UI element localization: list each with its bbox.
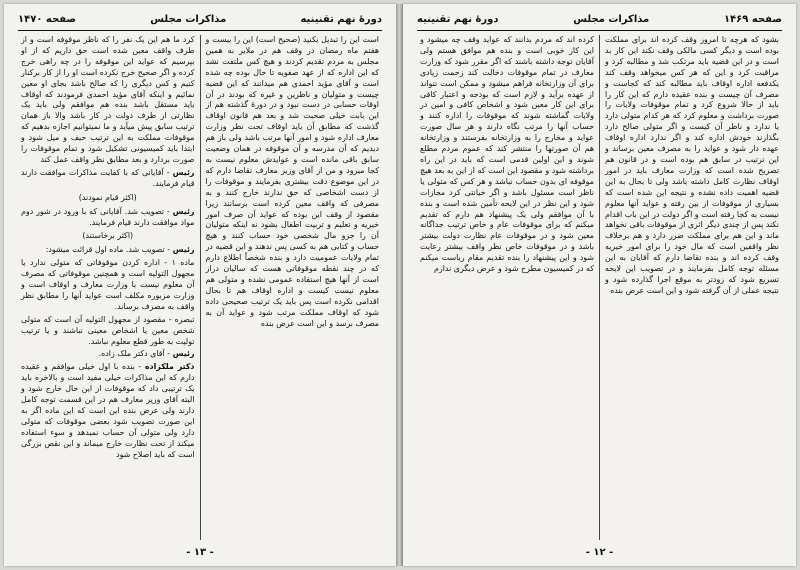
left-page <box>4 4 396 566</box>
body-paragraph: تبصره - مقصود از مجهول التولیه آن است که متولی شخص معین یا اشخاص معینی نباشند و یا ترتیب تولیت به طور قطع معلوم نباشد. <box>21 314 195 346</box>
right-page-folio: - ۱۲ - <box>585 547 614 558</box>
left-header-session: دورهٔ نهم تقنینیه <box>300 14 382 25</box>
stage-direction: (اکثر برخاستند) <box>82 231 134 241</box>
speech-paragraph <box>21 207 195 229</box>
speaker-separator: - <box>163 206 173 216</box>
stage-direction: (اکثر قیام نمودند) <box>78 192 137 202</box>
body-paragraph: است این را تبدیل بکنید (صحیح است) این را بیست و هفتم ماه رمضان در وقف هم در ملایر به همین مجلس به مردم تقدیم کردند و هیچ کس ملتفت نشد که این اداره که از عهد صفویه تا حال بوده چه شده است و آقای مؤید احمدی هم میدانند که این قضیه چیست و متولیان و ناظرین و غیره که بودند در آن اوقات حسابی در دست نبود و در دورهٔ گذشته هم از این بابت خیلی صحبت شد و بعد هم قانون اوقاف گذشت که مطابق آن باید اوقاف تحت نظر وزارت معارف اداره شود و امور آنها مرتب باشد ولی باز هم دیدیم که آن مدرسه و آن موقوفه در همان وضعیت سابق باقی مانده است و عوایدش معلوم نیست به کجا میرود و من از آقای وزیر معارف تقاضا دارم که در این موضوع دقت بیشتری بفرمایند و موقوفات را از دست اشخاصی که حق ندارند خارج کنند و به مصرفی که واقف معین کرده است برسانند زیرا مقصود از وقف این بوده که عواید آن صرف امور خیریه و تعلیم و تربیت اطفال بشود نه اینکه متولیان آن را جزو مال شخصی خود حساب کنند و هیچ حساب و کتابی هم به کسی پس ندهند و این قضیه در تمام ولایات عمومیت دارد و بنده شخصاً اطلاع دارم که در چند نقطه موقوفاتی هست که سالیان دراز است از آنها هیچ استفاده عمومی نشده و متولی هم معلوم نیست کیست و اداره اوقاف هم تا بحال اقدامی نکرده است پس باید یک ترتیب صحیحی داده شود که اوقاف مملکت مرتب شود و عواید آن به مصرف برسد و این است عرض بنده <box>205 35 379 328</box>
right-page-left-column <box>415 35 599 540</box>
speaker-separator: - <box>164 245 173 255</box>
left-column-divider <box>200 35 201 540</box>
left-header-page-number: صفحه ۱۴۷۰ <box>18 14 77 25</box>
left-page-right-column <box>201 35 385 540</box>
left-header-title: مذاکرات مجلس <box>150 14 227 25</box>
right-page-right-column <box>600 35 784 540</box>
left-page-columns <box>16 35 384 540</box>
speaker-name: دکتر ملکزاده <box>144 362 195 372</box>
left-page-header <box>18 12 382 28</box>
right-header-page-number: صفحه ۱۴۶۹ <box>723 14 782 25</box>
book-gutter <box>396 4 403 566</box>
speech-paragraph <box>21 168 195 190</box>
speech-paragraph <box>21 245 195 256</box>
left-page-left-column <box>16 35 200 540</box>
left-header-rule <box>18 30 382 31</box>
right-page <box>403 4 796 566</box>
speaker-name: رئیس <box>172 245 195 255</box>
speaker-name: رئیس <box>172 349 195 359</box>
speaker-separator: - <box>163 167 173 177</box>
speaker-name: رئیس <box>172 167 195 177</box>
speech-text: بنده با اول خیلی موافقم و عقیده دارم که این مذاکرات خیلی مفید است و بالاخره باید یک ترتیبی داد که موقوفات از این حال خارج شود و البته آقای وزیر معارف هم در این قسمت توجه کامل دارند ولی عرض بنده این است که این ماده اگر به این صورت تصویب شود بعضی موقوفات که متولی دارد ولی متولی آن حساب نمیدهد و سوء استفاده میکند از تحت نظارت خارج میماند و این نقص بزرگی است که باید اصلاح شود <box>21 362 195 459</box>
speaker-separator: - <box>134 362 145 372</box>
speech-text: آقای دکتر ملک زاده. <box>98 349 165 359</box>
right-header-session: دورهٔ نهم تقنینیه <box>417 14 499 25</box>
right-column-divider <box>599 35 600 540</box>
body-paragraph: بشود که هرچه تا امروز وقف کرده اند برای مملکت بوده است و دیگر کسی مالکی وقف نکند این کار بد است و در این قضیه باید مرتکب شد و مطالبه کرد و مراقبت کرد و این که هر کس میخواهد وقف کند یکدفعه اداره اوقاف باید مطالبه کند که کجاست و مصرف آن چیست و بنده عقیده دارم که این کار را باید از حالا شروع کرد و تمام موقوفات ولایات را صورت برداشت و معلوم کرد که هر کدام متولی دارد یا ندارد و ناظر آن کیست و اگر متولی صالح دارد بگذارند خودش اداره کند و اگر ندارد اداره اوقاف عهده دار شود و عواید را به مصرف معین برساند و این ترتیب در سابق هم بوده است و در قانون هم تصریح شده است که وزارت معارف باید در امور اوقاف نظارت کامل داشته باشد ولی تا بحال به این قضیه اهمیت داده نشده و نتیجه این شده است که بسیاری از موقوفات از بین رفته و عواید آنها معلوم نیست به کجا رفته است و اگر دولت در این باب اقدام نکند پس از چندی دیگر اثری از موقوفات باقی نخواهد ماند و این هم برای مملکت ضرر دارد و هم برخلاف نظر واقفین است که مال خود را برای امور خیریه وقف کرده اند و بنده تقاضا دارم که آقایان به این مسئله توجه کامل بفرمایند و در تصویب این لایحه تسریع شود که زودتر به موقع اجرا گذارده شود و نتیجه عملی از آن گرفته شود و این است عرض بنده <box>605 35 779 295</box>
right-page-header <box>417 12 782 28</box>
right-header-title: مذاکرات مجلس <box>573 14 650 25</box>
body-paragraph: کرده اند که مردم بدانند که عواید وقف چه میشود و این کار خوبی است و بنده هم موافق هستم ولی آقایان توجه داشته باشند که اگر مقرر شود که وزارت معارف در تمام موقوفات دخالت کند زحمت زیادی برای آن وزارتخانه فراهم میشود و ممکن است نتواند از عهده برآید و لازم است که بودجه و اعتبار کافی برای این کار معین شود و اشخاص کافی و امین در ولایات گماشته شوند که موقوفات را اداره کنند و حساب آنها را مرتب نگاه دارند و هر سال صورت عواید و مخارج را به وزارتخانه بفرستند و وزارتخانه هم آن صورتها را منتشر کند که عموم مردم مطلع شوند و این اولین قدمی است که باید در این راه برداشته شود و مقصود این است که از این به بعد هیچ موقوفه ای بدون حساب نباشد و هر کس که متولی یا ناظر است مسئول باشد و اگر خیانتی کرد مجازات شود و این نظر در این لایحه تأمین شده است و بنده با آن موافقم ولی یک پیشنهاد هم دارم که تقدیم میکنم که برای موقوفات عام و خاص ترتیب جداگانه معین شود و در موقوفات عام نظارت دولت بیشتر باشد و در موقوفات خاص نظر واقف بیشتر رعایت شود و این پیشنهاد را بنده تقدیم مقام ریاست میکنم که در کمیسیون مطرح شود و عرض دیگری ندارم <box>420 35 594 274</box>
body-paragraph: کرد ما هم این یک نفر را که ناظر موقوفه است و از طرف واقف معین شده است حق داریم که از او بپرسیم که عواید این موقوفه را در چه راهی خرج کرده و اگر صحیح خرج نکرده است او را از کار برکنار کنیم و کس دیگری را که صالح باشد بجای او معین نمائیم و اینکه آقای مؤید احمدی فرمودند که اوقاف باید مستقل باشد بنده هم موافقم ولی باید یک نظارتی از طرف دولت در کار باشد والا باز همان ترتیب سابق پیش میآید و ما نمیتوانیم اجازه بدهیم که موقوفات مملکت به این ترتیب حیف و میل شود و ابتدا باید کمیسیونی تشکیل شود و تمام موقوفات را صورت بردارد و بعد مطابق نظر واقف عمل کند <box>21 35 195 164</box>
left-page-folio: - ۱۳ - <box>186 547 214 558</box>
right-page-columns <box>415 35 784 540</box>
body-paragraph: ماده ۱ - اداره کردن موقوفاتی که متولی ندارد یا مجهول التولیه است و همچنین موقوفاتی که مصرف آن معلوم نیست با وزارت معارف و اوقاف است و وزارت مزبوره مکلف است عواید آنها را مطابق نظر واقف به مصرف برساند. <box>21 258 195 311</box>
speech-paragraph <box>21 362 195 460</box>
speech-text: آقایانی که با کفایت مذاکرات موافقت دارند قیام فرمایند. <box>21 167 195 188</box>
speech-paragraph <box>21 349 195 360</box>
speaker-name: رئیس <box>172 206 195 216</box>
speech-text: تصویب شد. ماده اول قرائت میشود: <box>45 245 165 255</box>
right-header-rule <box>417 30 782 31</box>
speaker-separator: - <box>164 349 173 359</box>
speech-text: تصویب شد. آقایانی که با ورود در شور دوم مواد موافقت دارند قیام فرمایند. <box>21 206 195 227</box>
